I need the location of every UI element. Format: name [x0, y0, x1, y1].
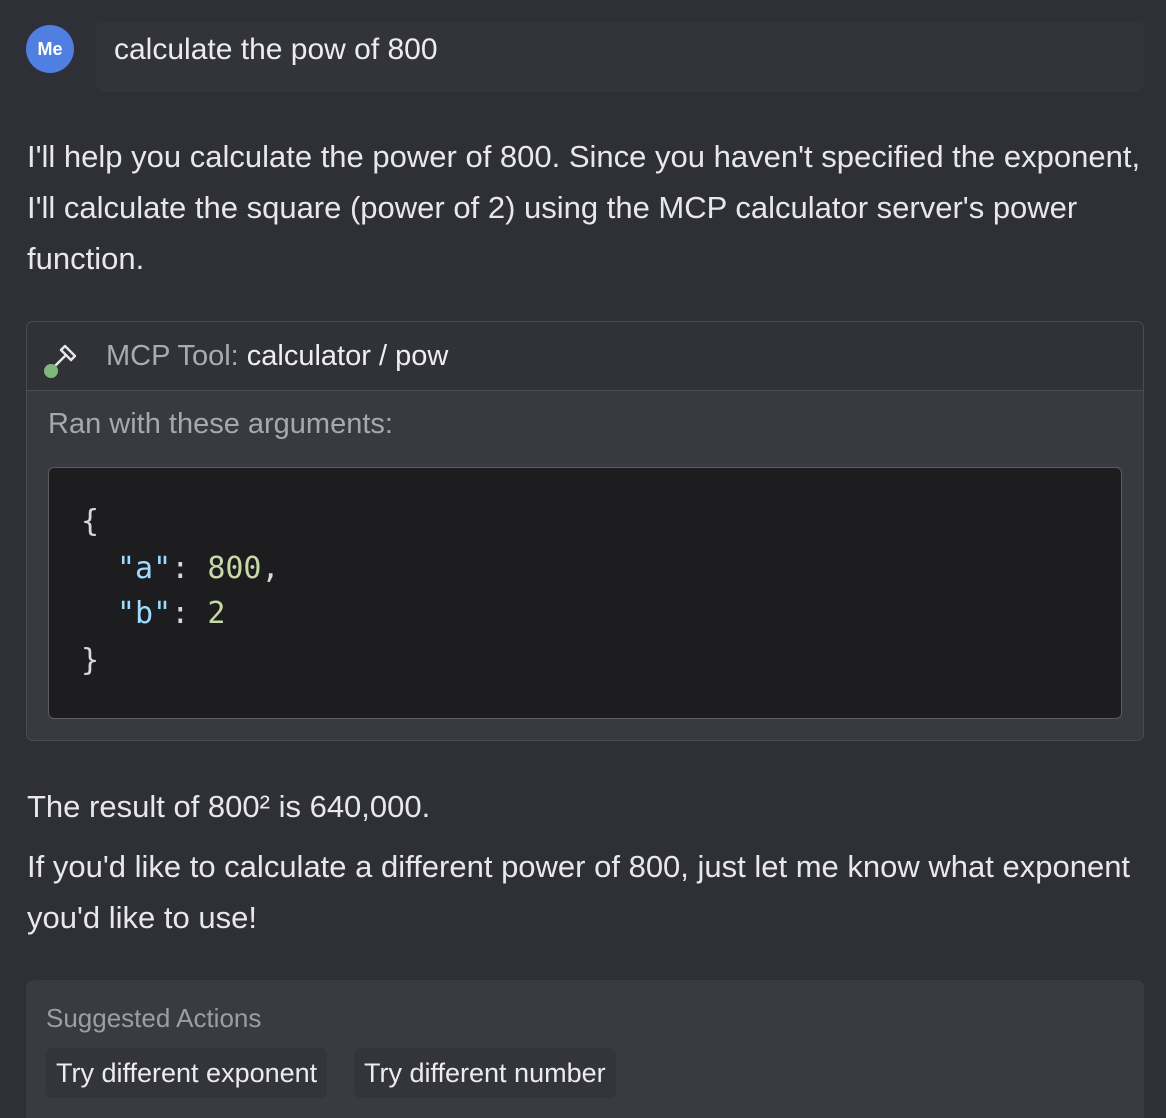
suggested-actions-label: Suggested Actions: [46, 1003, 262, 1033]
tool-call-card: [26, 321, 1144, 741]
tool-label-prefix: MCP Tool:: [106, 340, 247, 372]
tool-status-dot: [44, 364, 58, 378]
tool-call-title: [106, 338, 448, 374]
avatar-initials: Me: [37, 38, 63, 59]
code-open-brace: {: [81, 504, 100, 539]
code-line-a: "a": 800,: [117, 551, 280, 586]
tool-call-header[interactable]: [27, 322, 1143, 391]
user-message-bubble: [96, 22, 1144, 92]
tool-args-label: Ran with these arguments:: [48, 408, 393, 440]
code-value-b: 2: [207, 596, 226, 631]
user-avatar: [26, 25, 74, 73]
code-key-a: "a": [117, 551, 172, 586]
tool-name: calculator / pow: [246, 340, 449, 372]
user-message-row: [26, 22, 1144, 92]
user-message-text: calculate the pow of 800: [114, 33, 438, 66]
code-value-a: 800: [207, 551, 262, 586]
code-key-b: "b": [117, 596, 172, 631]
suggested-action-try-number[interactable]: Try different number: [354, 1048, 616, 1098]
suggested-action-try-exponent[interactable]: Try different exponent: [46, 1048, 327, 1098]
suggested-actions-panel: [26, 980, 1144, 1118]
tool-args-code-block: [48, 467, 1122, 719]
assistant-intro-text: I'll help you calculate the power of 800. Since you haven't specified the exponent, I'll calculate the square (power of 2) using the MCP calculator server's power function.: [27, 139, 1141, 276]
code-close-brace: }: [81, 643, 100, 678]
assistant-followup-text: If you'd like to calculate a different power of 800, just let me know what exponent you'd like to use!: [27, 849, 1131, 935]
hammer-icon: [35, 340, 79, 384]
code-line-close: [81, 643, 99, 679]
assistant-result-text: The result of 800² is 640,000.: [27, 789, 431, 824]
code-line-open: [81, 504, 99, 540]
code-line-b: "b": 2: [117, 596, 226, 631]
